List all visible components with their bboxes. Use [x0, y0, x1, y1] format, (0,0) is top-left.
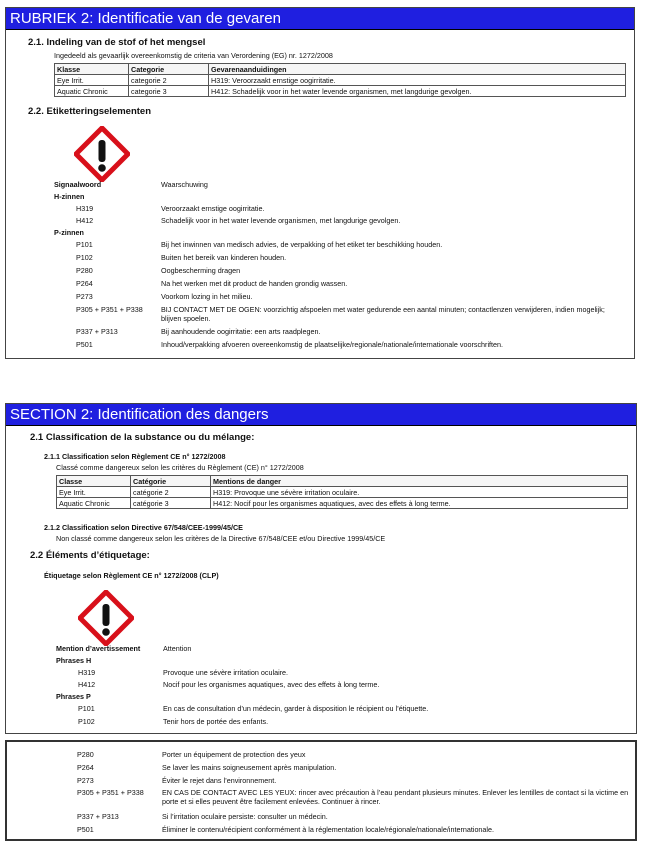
p-text: EN CAS DE CONTACT AVEC LES YEUX: rincer avec précaution à l’eau pendant plusieurs minutes. Enlever les lentilles de contact si la victime en porte et si elles peuvent être facilement enlevées. Continuer à rincer.: [162, 788, 629, 806]
table-cell: Aquatic Chronic: [55, 86, 129, 97]
p-code: P305 + P351 + P338: [76, 305, 143, 314]
table-cell: H319: Veroorzaakt ernstige oogirritatie.: [209, 75, 626, 86]
p-text: Porter un équipement de protection des yeux: [162, 750, 306, 759]
fr-heading-2-1-1: 2.1.1 Classification selon Règlement CE n° 1272/2008: [44, 452, 226, 461]
p-text: Se laver les mains soigneusement après manipulation.: [162, 763, 337, 772]
fr-classification-table: [56, 475, 628, 509]
p-text: Inhoud/verpakking afvoeren overeenkomstig de plaatselijke/regionale/nationale/internationale voorschriften.: [161, 340, 504, 349]
p-code: P337 + P313: [76, 327, 118, 336]
p-code: P101: [76, 240, 93, 249]
p-code: P501: [77, 825, 94, 834]
nl-section-panel: [5, 7, 635, 359]
p-code: P102: [76, 253, 93, 262]
p-text: Tenir hors de portée des enfants.: [163, 717, 269, 726]
nl-section-banner: RUBRIEK 2: Identificatie van de gevaren: [6, 8, 634, 30]
p-code: P280: [76, 266, 93, 275]
nl-signal-word-value: Waarschuwing: [161, 180, 208, 189]
nl-p-statements-label: P-zinnen: [54, 228, 84, 237]
table-cell: Eye Irrit.: [57, 487, 131, 498]
p-text: Voorkom lozing in het milieu.: [161, 292, 253, 301]
p-text: Éliminer le contenu/récipient conformément à la réglementation locale/régionale/nationale/internationale.: [162, 825, 495, 834]
p-text: Bij het inwinnen van medisch advies, de verpakking of het etiket ter beschikking houden.: [161, 240, 443, 249]
h-code: H412: [76, 216, 94, 225]
fr-signal-word-value: Attention: [163, 644, 192, 653]
p-code: P280: [77, 750, 94, 759]
table-cell: Eye Irrit.: [55, 75, 129, 86]
p-code: P501: [76, 340, 93, 349]
p-code: P305 + P351 + P338: [77, 788, 144, 797]
p-code: P264: [76, 279, 93, 288]
fr-directive-note: Non classé comme dangereux selon les critères de la Directive 67/548/CEE et/ou Directive 1999/45/CE: [56, 534, 386, 543]
table-row: [57, 487, 628, 498]
table-header-row: [57, 476, 628, 487]
h-code: H412: [78, 680, 96, 689]
fr-heading-2-1: 2.1 Classification de la substance ou du mélange:: [30, 432, 255, 443]
ghs-exclamation-pictogram-icon: [74, 126, 130, 182]
nl-h-statements-label: H-zinnen: [54, 192, 85, 201]
fr-section-banner: SECTION 2: Identification des dangers: [6, 404, 636, 426]
table-header-class: Klasse: [55, 64, 129, 75]
fr-heading-2-2: 2.2 Éléments d’étiquetage:: [30, 550, 150, 561]
p-code: P273: [77, 776, 94, 785]
table-header-row: [55, 64, 626, 75]
table-cell: catégorie 3: [131, 498, 211, 509]
fr-classification-note: Classé comme dangereux selon les critères du Règlement (CE) n° 1272/2008: [56, 463, 304, 472]
table-cell: H412: Schadelijk voor in het water levende organismen, met langdurige gevolgen.: [209, 86, 626, 97]
fr-labelling-title: Étiquetage selon Règlement CE n° 1272/2008 (CLP): [44, 571, 219, 580]
p-code: P102: [78, 717, 95, 726]
h-code: H319: [76, 204, 94, 213]
p-text: Si l’irritation oculaire persiste: consulter un médecin.: [162, 812, 328, 821]
fr-h-statements-label: Phrases H: [56, 656, 92, 665]
fr-heading-2-1-2: 2.1.2 Classification selon Directive 67/548/CEE-1999/45/CE: [44, 523, 243, 532]
p-text: Buiten het bereik van kinderen houden.: [161, 253, 287, 262]
table-header-category: Catégorie: [131, 476, 211, 487]
table-header-category: Categorie: [129, 64, 209, 75]
h-code: H319: [78, 668, 96, 677]
p-text: Na het werken met dit product de handen grondig wassen.: [161, 279, 348, 288]
fr-signal-word-label: Mention d’avertissement: [56, 644, 141, 653]
table-cell: Aquatic Chronic: [57, 498, 131, 509]
table-cell: categorie 2: [129, 75, 209, 86]
h-text: Veroorzaakt ernstige oogirritatie.: [161, 204, 265, 213]
table-cell: catégorie 2: [131, 487, 211, 498]
p-text: En cas de consultation d’un médecin, garder à disposition le récipient ou l’étiquette.: [163, 704, 429, 713]
table-row: [55, 86, 626, 97]
p-text: Éviter le rejet dans l’environnement.: [162, 776, 277, 785]
table-cell: H412: Nocif pour les organismes aquatiques, avec des effets à long terme.: [211, 498, 628, 509]
h-text: Schadelijk voor in het water levende organismen, met langdurige gevolgen.: [161, 216, 401, 225]
p-code: P337 + P313: [77, 812, 119, 821]
p-text: BIJ CONTACT MET DE OGEN: voorzichtig afspoelen met water gedurende een aantal minuten; contactlenzen verwijderen, indien mogelijk; blijven spoelen.: [161, 305, 605, 323]
table-row: [55, 75, 626, 86]
p-code: P101: [78, 704, 95, 713]
table-header-hazard: Mentions de danger: [211, 476, 628, 487]
fr-section-panel: [5, 403, 637, 734]
table-header-class: Classe: [57, 476, 131, 487]
p-code: P264: [77, 763, 94, 772]
table-cell: H319: Provoque une sévère irritation oculaire.: [211, 487, 628, 498]
ghs-exclamation-pictogram-icon: [78, 590, 134, 646]
p-code: P273: [76, 292, 93, 301]
h-text: Nocif pour les organismes aquatiques, avec des effets à long terme.: [163, 680, 380, 689]
nl-heading-2-2: 2.2. Etiketteringselementen: [28, 106, 152, 117]
table-row: [57, 498, 628, 509]
fr-p-statements-label: Phrases P: [56, 692, 91, 701]
table-cell: categorie 3: [129, 86, 209, 97]
nl-classification-note: Ingedeeld als gevaarlijk overeenkomstig de criteria van Verordening (EG) nr. 1272/2008: [54, 51, 333, 60]
h-text: Provoque une sévère irritation oculaire.: [163, 668, 289, 677]
nl-signal-word-label: Signaalwoord: [54, 180, 102, 189]
p-text: Bij aanhoudende oogirritatie: een arts raadplegen.: [161, 327, 321, 336]
table-header-hazard: Gevarenaanduidingen: [209, 64, 626, 75]
p-text: Oogbescherming dragen: [161, 266, 241, 275]
fr-continuation-panel: [5, 740, 637, 841]
nl-classification-table: [54, 63, 626, 97]
nl-heading-2-1: 2.1. Indeling van de stof of het mengsel: [28, 37, 206, 48]
